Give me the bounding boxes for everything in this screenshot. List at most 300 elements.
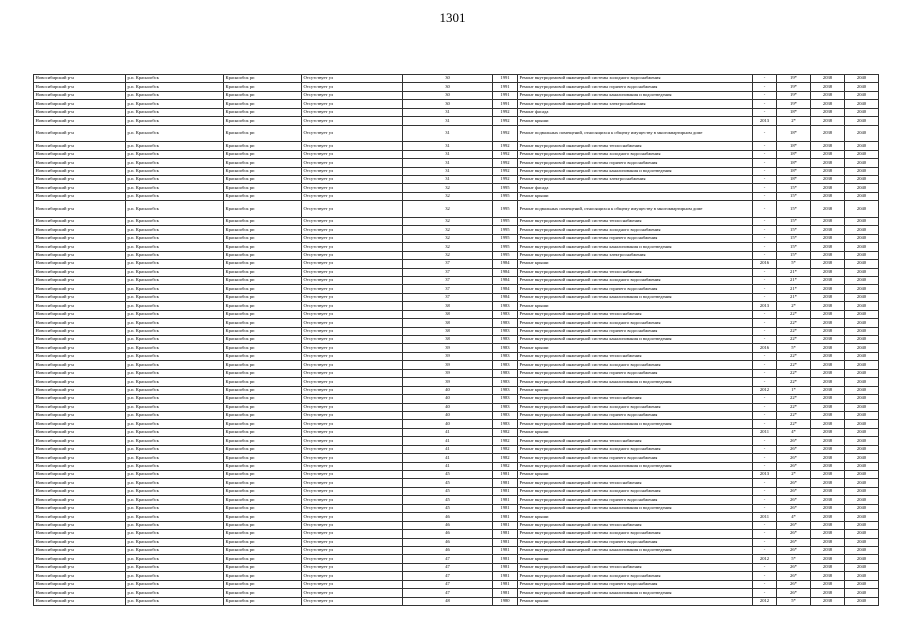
plan-start-cell: 2038 <box>811 226 845 234</box>
house-number-cell: 47 <box>403 555 493 563</box>
work-type-cell: Ремонт крыши <box>518 428 753 436</box>
work-type-cell: Ремонт внутридомовой инженерной системы горячего водоснабжения <box>518 234 753 242</box>
district-cell: Новосибирский р-н <box>34 395 126 403</box>
build-year-cell: 1983 <box>493 420 518 428</box>
table-row <box>34 555 879 563</box>
plan-start-cell: 2038 <box>811 150 845 158</box>
wear-cell: 19* <box>777 100 811 108</box>
locality-cell: Краснообск рп <box>224 521 302 529</box>
settlement-cell: р.п. Краснообск <box>126 563 224 571</box>
plan-end-cell: 2040 <box>845 530 879 538</box>
plan-end-cell: 2040 <box>845 538 879 546</box>
build-year-cell: 1992 <box>493 142 518 150</box>
table-row <box>34 319 879 327</box>
table-row <box>34 167 879 175</box>
settlement-cell: р.п. Краснообск <box>126 336 224 344</box>
street-cell: Отсутствует ул <box>302 344 403 352</box>
build-year-cell: 1981 <box>493 504 518 512</box>
plan-start-cell: 2038 <box>811 361 845 369</box>
wear-cell: 21* <box>777 276 811 284</box>
plan-end-cell: 2040 <box>845 445 879 453</box>
work-type-cell: Ремонт крыши <box>518 117 753 125</box>
district-cell: Новосибирский р-н <box>34 142 126 150</box>
house-number-cell: 37 <box>403 285 493 293</box>
build-year-cell: 1983 <box>493 352 518 360</box>
street-cell: Отсутствует ул <box>302 75 403 83</box>
house-number-cell: 32 <box>403 184 493 192</box>
locality-cell: Краснообск рп <box>224 184 302 192</box>
house-number-cell: 40 <box>403 386 493 394</box>
build-year-cell: 1983 <box>493 411 518 419</box>
plan-start-cell: 2038 <box>811 100 845 108</box>
work-type-cell: Ремонт внутридомовой инженерной системы теплоснабжения <box>518 521 753 529</box>
locality-cell: Краснообск рп <box>224 496 302 504</box>
locality-cell: Краснообск рп <box>224 167 302 175</box>
work-type-cell: Ремонт внутридомовой инженерной системы холодного водоснабжения <box>518 226 753 234</box>
work-type-cell: Ремонт внутридомовой инженерной системы теплоснабжения <box>518 217 753 225</box>
work-type-cell: Ремонт крыши <box>518 260 753 268</box>
plan-end-cell: 2040 <box>845 572 879 580</box>
last-repair-year-cell: - <box>753 538 777 546</box>
plan-end-cell: 2040 <box>845 580 879 588</box>
work-type-cell: Ремонт внутридомовой инженерной системы холодного водоснабжения <box>518 530 753 538</box>
house-number-cell: 41 <box>403 437 493 445</box>
street-cell: Отсутствует ул <box>302 175 403 183</box>
settlement-cell: р.п. Краснообск <box>126 479 224 487</box>
last-repair-year-cell: - <box>753 175 777 183</box>
house-number-cell: 32 <box>403 192 493 200</box>
plan-end-cell: 2040 <box>845 513 879 521</box>
wear-cell: 15* <box>777 226 811 234</box>
build-year-cell: 1984 <box>493 285 518 293</box>
wear-cell: 15* <box>777 251 811 259</box>
table-row <box>34 175 879 183</box>
plan-end-cell: 2040 <box>845 125 879 142</box>
build-year-cell: 1992 <box>493 175 518 183</box>
last-repair-year-cell: 2012 <box>753 555 777 563</box>
plan-end-cell: 2040 <box>845 175 879 183</box>
settlement-cell: р.п. Краснообск <box>126 75 224 83</box>
plan-end-cell: 2040 <box>845 142 879 150</box>
last-repair-year-cell: - <box>753 445 777 453</box>
plan-end-cell: 2040 <box>845 344 879 352</box>
settlement-cell: р.п. Краснообск <box>126 521 224 529</box>
locality-cell: Краснообск рп <box>224 201 302 218</box>
table-row <box>34 302 879 310</box>
plan-start-cell: 2038 <box>811 496 845 504</box>
work-type-cell: Ремонт внутридомовой инженерной системы теплоснабжения <box>518 268 753 276</box>
build-year-cell: 1981 <box>493 538 518 546</box>
district-cell: Новосибирский р-н <box>34 167 126 175</box>
work-type-cell: Ремонт внутридомовой инженерной системы канализования и водоотведения <box>518 243 753 251</box>
plan-end-cell: 2040 <box>845 293 879 301</box>
district-cell: Новосибирский р-н <box>34 479 126 487</box>
street-cell: Отсутствует ул <box>302 395 403 403</box>
plan-start-cell: 2038 <box>811 268 845 276</box>
last-repair-year-cell: - <box>753 201 777 218</box>
wear-cell: 22* <box>777 327 811 335</box>
plan-end-cell: 2040 <box>845 361 879 369</box>
work-type-cell: Ремонт внутридомовой инженерной системы холодного водоснабжения <box>518 75 753 83</box>
work-type-cell: Ремонт внутридомовой инженерной системы канализования и водоотведения <box>518 91 753 99</box>
settlement-cell: р.п. Краснообск <box>126 352 224 360</box>
plan-end-cell: 2040 <box>845 234 879 242</box>
settlement-cell: р.п. Краснообск <box>126 546 224 554</box>
wear-cell: 26* <box>777 504 811 512</box>
work-type-cell: Ремонт внутридомовой инженерной системы теплоснабжения <box>518 395 753 403</box>
wear-cell: 26* <box>777 538 811 546</box>
locality-cell: Краснообск рп <box>224 327 302 335</box>
plan-end-cell: 2040 <box>845 184 879 192</box>
house-number-cell: 46 <box>403 513 493 521</box>
last-repair-year-cell: 2013 <box>753 471 777 479</box>
locality-cell: Краснообск рп <box>224 100 302 108</box>
build-year-cell: 1983 <box>493 336 518 344</box>
street-cell: Отсутствует ул <box>302 125 403 142</box>
work-type-cell: Ремонт внутридомовой инженерной системы канализования и водоотведения <box>518 167 753 175</box>
locality-cell: Краснообск рп <box>224 361 302 369</box>
plan-end-cell: 2040 <box>845 251 879 259</box>
street-cell: Отсутствует ул <box>302 420 403 428</box>
street-cell: Отсутствует ул <box>302 91 403 99</box>
street-cell: Отсутствует ул <box>302 555 403 563</box>
plan-start-cell: 2038 <box>811 352 845 360</box>
plan-start-cell: 2038 <box>811 420 845 428</box>
plan-end-cell: 2040 <box>845 75 879 83</box>
locality-cell: Краснообск рп <box>224 513 302 521</box>
wear-cell: 26* <box>777 563 811 571</box>
last-repair-year-cell: 2016 <box>753 344 777 352</box>
last-repair-year-cell: - <box>753 580 777 588</box>
district-cell: Новосибирский р-н <box>34 108 126 116</box>
last-repair-year-cell: - <box>753 336 777 344</box>
district-cell: Новосибирский р-н <box>34 302 126 310</box>
plan-start-cell: 2038 <box>811 471 845 479</box>
last-repair-year-cell: - <box>753 108 777 116</box>
locality-cell: Краснообск рп <box>224 572 302 580</box>
build-year-cell: 1981 <box>493 580 518 588</box>
wear-cell: 18* <box>777 125 811 142</box>
district-cell: Новосибирский р-н <box>34 243 126 251</box>
work-type-cell: Ремонт внутридомовой инженерной системы канализования и водоотведения <box>518 504 753 512</box>
district-cell: Новосибирский р-н <box>34 344 126 352</box>
locality-cell: Краснообск рп <box>224 217 302 225</box>
wear-cell: 15* <box>777 243 811 251</box>
street-cell: Отсутствует ул <box>302 251 403 259</box>
repair-schedule-table <box>33 74 879 606</box>
plan-end-cell: 2040 <box>845 411 879 419</box>
plan-end-cell: 2040 <box>845 217 879 225</box>
table-row <box>34 142 879 150</box>
last-repair-year-cell: - <box>753 83 777 91</box>
district-cell: Новосибирский р-н <box>34 117 126 125</box>
last-repair-year-cell: - <box>753 167 777 175</box>
settlement-cell: р.п. Краснообск <box>126 150 224 158</box>
table-row <box>34 479 879 487</box>
work-type-cell: Ремонт внутридомовой инженерной системы электроснабжения <box>518 175 753 183</box>
plan-end-cell: 2040 <box>845 243 879 251</box>
build-year-cell: 1995 <box>493 201 518 218</box>
table-row <box>34 268 879 276</box>
street-cell: Отсутствует ул <box>302 336 403 344</box>
plan-end-cell: 2040 <box>845 386 879 394</box>
build-year-cell: 1983 <box>493 327 518 335</box>
wear-cell: 22* <box>777 352 811 360</box>
work-type-cell: Ремонт фасада <box>518 184 753 192</box>
street-cell: Отсутствует ул <box>302 319 403 327</box>
house-number-cell: 32 <box>403 243 493 251</box>
wear-cell: 26* <box>777 437 811 445</box>
build-year-cell: 1995 <box>493 226 518 234</box>
street-cell: Отсутствует ул <box>302 454 403 462</box>
build-year-cell: 1995 <box>493 234 518 242</box>
plan-start-cell: 2038 <box>811 125 845 142</box>
wear-cell: 18* <box>777 175 811 183</box>
build-year-cell: 1995 <box>493 243 518 251</box>
street-cell: Отсутствует ул <box>302 83 403 91</box>
settlement-cell: р.п. Краснообск <box>126 471 224 479</box>
house-number-cell: 39 <box>403 361 493 369</box>
street-cell: Отсутствует ул <box>302 217 403 225</box>
work-type-cell: Ремонт внутридомовой инженерной системы холодного водоснабжения <box>518 150 753 158</box>
district-cell: Новосибирский р-н <box>34 100 126 108</box>
locality-cell: Краснообск рп <box>224 268 302 276</box>
locality-cell: Краснообск рп <box>224 319 302 327</box>
locality-cell: Краснообск рп <box>224 125 302 142</box>
last-repair-year-cell: - <box>753 420 777 428</box>
build-year-cell: 1984 <box>493 268 518 276</box>
plan-end-cell: 2040 <box>845 260 879 268</box>
work-type-cell: Ремонт крыши <box>518 344 753 352</box>
street-cell: Отсутствует ул <box>302 496 403 504</box>
wear-cell: 2* <box>777 117 811 125</box>
plan-start-cell: 2038 <box>811 192 845 200</box>
build-year-cell: 1983 <box>493 302 518 310</box>
plan-end-cell: 2040 <box>845 226 879 234</box>
plan-end-cell: 2040 <box>845 437 879 445</box>
district-cell: Новосибирский р-н <box>34 285 126 293</box>
last-repair-year-cell: - <box>753 243 777 251</box>
plan-end-cell: 2040 <box>845 276 879 284</box>
settlement-cell: р.п. Краснообск <box>126 226 224 234</box>
plan-end-cell: 2040 <box>845 462 879 470</box>
work-type-cell: Ремонт внутридомовой инженерной системы канализования и водоотведения <box>518 336 753 344</box>
work-type-cell: Ремонт внутридомовой инженерной системы холодного водоснабжения <box>518 319 753 327</box>
settlement-cell: р.п. Краснообск <box>126 302 224 310</box>
build-year-cell: 1982 <box>493 437 518 445</box>
locality-cell: Краснообск рп <box>224 369 302 377</box>
settlement-cell: р.п. Краснообск <box>126 411 224 419</box>
table-row <box>34 437 879 445</box>
wear-cell: 19* <box>777 83 811 91</box>
plan-end-cell: 2040 <box>845 327 879 335</box>
build-year-cell: 1981 <box>493 496 518 504</box>
street-cell: Отсутствует ул <box>302 260 403 268</box>
build-year-cell: 1983 <box>493 361 518 369</box>
last-repair-year-cell: - <box>753 268 777 276</box>
locality-cell: Краснообск рп <box>224 276 302 284</box>
table-row <box>34 546 879 554</box>
plan-start-cell: 2038 <box>811 159 845 167</box>
district-cell: Новосибирский р-н <box>34 310 126 318</box>
settlement-cell: р.п. Краснообск <box>126 327 224 335</box>
table-row <box>34 572 879 580</box>
district-cell: Новосибирский р-н <box>34 563 126 571</box>
settlement-cell: р.п. Краснообск <box>126 310 224 318</box>
plan-start-cell: 2038 <box>811 504 845 512</box>
district-cell: Новосибирский р-н <box>34 462 126 470</box>
wear-cell: 2* <box>777 471 811 479</box>
street-cell: Отсутствует ул <box>302 159 403 167</box>
wear-cell: 4* <box>777 513 811 521</box>
wear-cell: 5* <box>777 597 811 605</box>
locality-cell: Краснообск рп <box>224 234 302 242</box>
table-row <box>34 403 879 411</box>
street-cell: Отсутствует ул <box>302 117 403 125</box>
build-year-cell: 1982 <box>493 445 518 453</box>
last-repair-year-cell: - <box>753 437 777 445</box>
wear-cell: 21* <box>777 268 811 276</box>
build-year-cell: 1981 <box>493 513 518 521</box>
district-cell: Новосибирский р-н <box>34 504 126 512</box>
plan-end-cell: 2040 <box>845 336 879 344</box>
district-cell: Новосибирский р-н <box>34 159 126 167</box>
settlement-cell: р.п. Краснообск <box>126 462 224 470</box>
settlement-cell: р.п. Краснообск <box>126 555 224 563</box>
settlement-cell: р.п. Краснообск <box>126 597 224 605</box>
plan-start-cell: 2038 <box>811 454 845 462</box>
table-row <box>34 217 879 225</box>
table-row <box>34 150 879 158</box>
last-repair-year-cell: - <box>753 217 777 225</box>
last-repair-year-cell: - <box>753 75 777 83</box>
settlement-cell: р.п. Краснообск <box>126 117 224 125</box>
build-year-cell: 1982 <box>493 454 518 462</box>
wear-cell: 22* <box>777 361 811 369</box>
table-row <box>34 226 879 234</box>
wear-cell: 18* <box>777 108 811 116</box>
house-number-cell: 47 <box>403 589 493 597</box>
locality-cell: Краснообск рп <box>224 487 302 495</box>
district-cell: Новосибирский р-н <box>34 386 126 394</box>
locality-cell: Краснообск рп <box>224 437 302 445</box>
settlement-cell: р.п. Краснообск <box>126 369 224 377</box>
house-number-cell: 31 <box>403 125 493 142</box>
last-repair-year-cell: - <box>753 572 777 580</box>
house-number-cell: 41 <box>403 454 493 462</box>
table-row <box>34 117 879 125</box>
plan-start-cell: 2038 <box>811 563 845 571</box>
settlement-cell: р.п. Краснообск <box>126 319 224 327</box>
house-number-cell: 40 <box>403 411 493 419</box>
district-cell: Новосибирский р-н <box>34 276 126 284</box>
locality-cell: Краснообск рп <box>224 352 302 360</box>
build-year-cell: 1992 <box>493 117 518 125</box>
district-cell: Новосибирский р-н <box>34 268 126 276</box>
wear-cell: 22* <box>777 336 811 344</box>
locality-cell: Краснообск рп <box>224 260 302 268</box>
plan-end-cell: 2040 <box>845 192 879 200</box>
table-row <box>34 462 879 470</box>
build-year-cell: 1981 <box>493 555 518 563</box>
plan-start-cell: 2038 <box>811 344 845 352</box>
plan-end-cell: 2040 <box>845 352 879 360</box>
work-type-cell: Ремонт внутридомовой инженерной системы канализования и водоотведения <box>518 378 753 386</box>
last-repair-year-cell: - <box>753 125 777 142</box>
district-cell: Новосибирский р-н <box>34 175 126 183</box>
plan-end-cell: 2040 <box>845 395 879 403</box>
wear-cell: 19* <box>777 91 811 99</box>
table-row <box>34 597 879 605</box>
district-cell: Новосибирский р-н <box>34 378 126 386</box>
table-row <box>34 428 879 436</box>
wear-cell: 18* <box>777 159 811 167</box>
locality-cell: Краснообск рп <box>224 420 302 428</box>
locality-cell: Краснообск рп <box>224 226 302 234</box>
work-type-cell: Ремонт внутридомовой инженерной системы горячего водоснабжения <box>518 411 753 419</box>
settlement-cell: р.п. Краснообск <box>126 167 224 175</box>
district-cell: Новосибирский р-н <box>34 260 126 268</box>
work-type-cell: Ремонт внутридомовой инженерной системы электроснабжения <box>518 100 753 108</box>
work-type-cell: Ремонт крыши <box>518 555 753 563</box>
wear-cell: 22* <box>777 411 811 419</box>
build-year-cell: 1982 <box>493 462 518 470</box>
build-year-cell: 1981 <box>493 563 518 571</box>
settlement-cell: р.п. Краснообск <box>126 125 224 142</box>
house-number-cell: 38 <box>403 310 493 318</box>
plan-end-cell: 2040 <box>845 504 879 512</box>
wear-cell: 26* <box>777 496 811 504</box>
table-row <box>34 487 879 495</box>
settlement-cell: р.п. Краснообск <box>126 268 224 276</box>
district-cell: Новосибирский р-н <box>34 496 126 504</box>
plan-end-cell: 2040 <box>845 369 879 377</box>
locality-cell: Краснообск рп <box>224 411 302 419</box>
plan-start-cell: 2038 <box>811 75 845 83</box>
plan-end-cell: 2040 <box>845 471 879 479</box>
district-cell: Новосибирский р-н <box>34 580 126 588</box>
locality-cell: Краснообск рп <box>224 597 302 605</box>
last-repair-year-cell: - <box>753 403 777 411</box>
street-cell: Отсутствует ул <box>302 521 403 529</box>
settlement-cell: р.п. Краснообск <box>126 513 224 521</box>
plan-end-cell: 2040 <box>845 159 879 167</box>
district-cell: Новосибирский р-н <box>34 530 126 538</box>
house-number-cell: 41 <box>403 428 493 436</box>
street-cell: Отсутствует ул <box>302 226 403 234</box>
house-number-cell: 45 <box>403 504 493 512</box>
build-year-cell: 1984 <box>493 276 518 284</box>
settlement-cell: р.п. Краснообск <box>126 91 224 99</box>
locality-cell: Краснообск рп <box>224 285 302 293</box>
table-row <box>34 125 879 142</box>
work-type-cell: Ремонт внутридомовой инженерной системы холодного водоснабжения <box>518 403 753 411</box>
district-cell: Новосибирский р-н <box>34 445 126 453</box>
table-row <box>34 159 879 167</box>
wear-cell: 26* <box>777 454 811 462</box>
build-year-cell: 1984 <box>493 260 518 268</box>
street-cell: Отсутствует ул <box>302 310 403 318</box>
plan-start-cell: 2038 <box>811 479 845 487</box>
table-row <box>34 108 879 116</box>
table-row <box>34 378 879 386</box>
district-cell: Новосибирский р-н <box>34 555 126 563</box>
house-number-cell: 31 <box>403 175 493 183</box>
wear-cell: 18* <box>777 167 811 175</box>
work-type-cell: Ремонт крыши <box>518 302 753 310</box>
build-year-cell: 1981 <box>493 487 518 495</box>
house-number-cell: 46 <box>403 538 493 546</box>
